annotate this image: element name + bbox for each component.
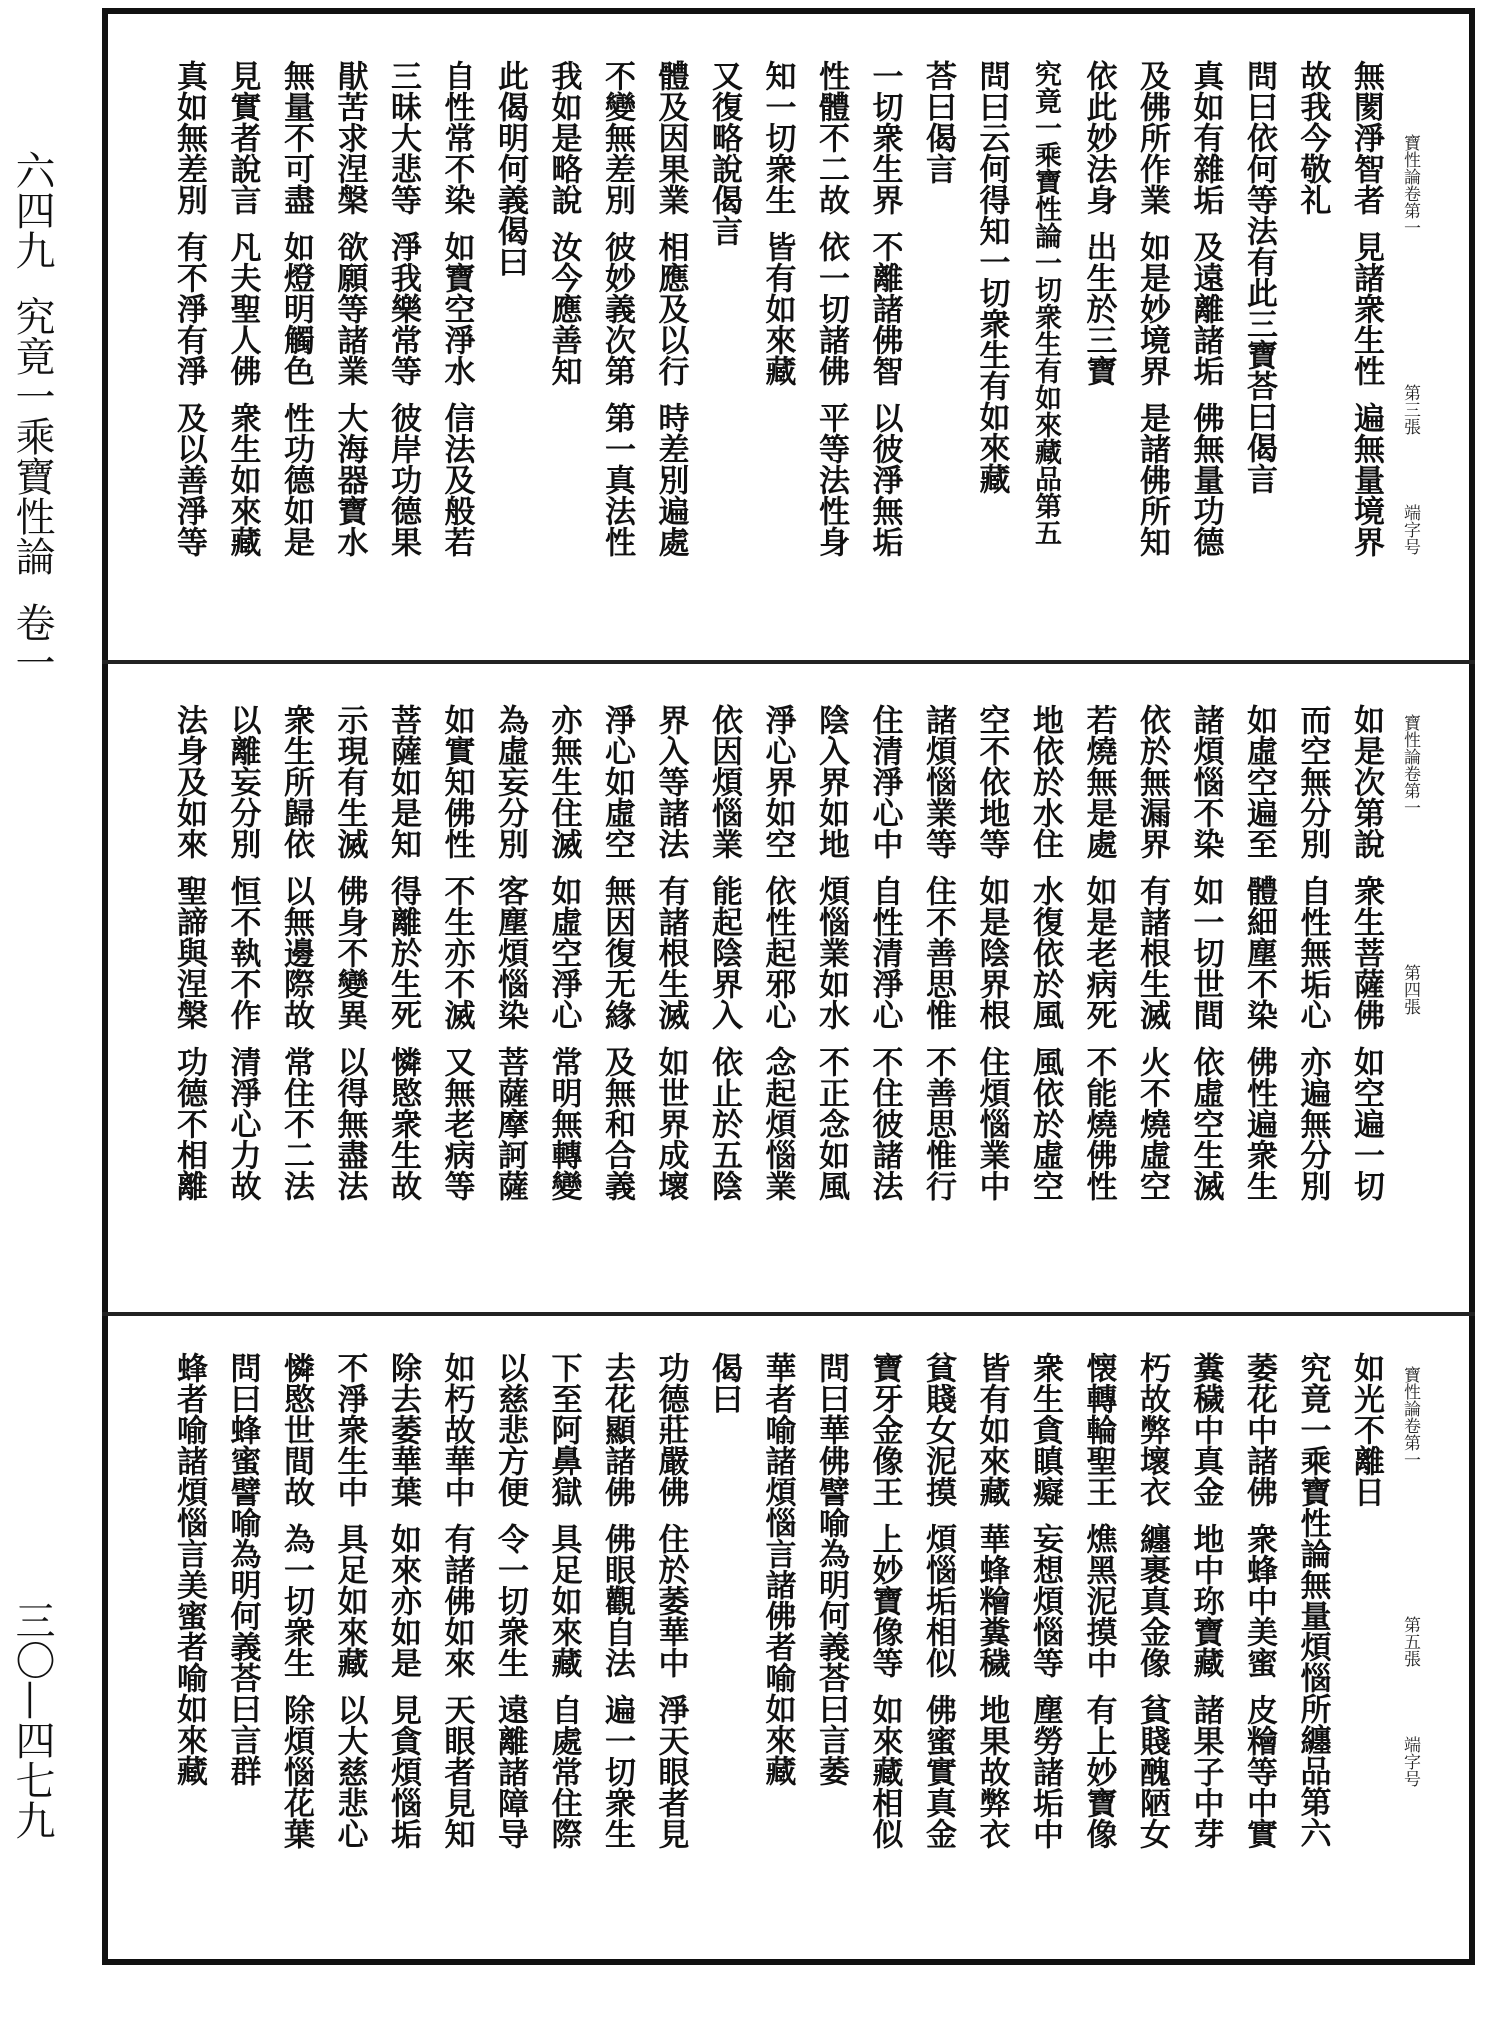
- verse-phrase: 功德不相離: [171, 1046, 207, 1201]
- text-column: [972, 1352, 1012, 1865]
- verse-phrase: 如光不離日: [1348, 1352, 1384, 1507]
- verse-phrase: 遍無量境界: [1348, 402, 1384, 557]
- verse-phrase: 為一切衆生: [278, 1523, 314, 1678]
- text-column: [223, 704, 263, 1217]
- text-column: [276, 60, 316, 573]
- text-column: [918, 1352, 958, 1865]
- verse-phrase: 若燒無是處: [1080, 704, 1117, 859]
- verse-phrase: 菩薩如是知: [385, 704, 421, 859]
- verse-phrase: 如朽故華中: [438, 1352, 475, 1507]
- verse-phrase: 如是妙境界: [1134, 231, 1170, 386]
- verse-phrase: 懐轉輪聖王: [1080, 1352, 1117, 1507]
- text-column: [865, 1352, 905, 1865]
- verse-phrase: 有諸根生滅: [1134, 875, 1170, 1030]
- verse-phrase: 大海器寶水: [331, 402, 368, 557]
- verse-phrase: 陰入界如地: [813, 704, 849, 859]
- text-column: [544, 704, 584, 1217]
- verse-phrase: 淨心如虛空: [599, 704, 635, 859]
- verse-phrase: 佛身不變異: [331, 875, 368, 1030]
- volume-number: 六四九: [9, 150, 55, 270]
- verse-phrase: 體細塵不染: [1241, 875, 1277, 1030]
- verse-phrase: 萎花中諸佛: [1241, 1352, 1277, 1507]
- verse-phrase: 如空遍一切: [1348, 1046, 1384, 1201]
- text-column: [972, 704, 1012, 1217]
- verse-phrase: 究竟一乘寶性論一切衆生有如來藏品第五: [1030, 60, 1061, 546]
- verse-phrase: 猒苦求涅槃: [331, 60, 368, 215]
- text-column: [276, 1352, 316, 1865]
- verse-phrase: 風依於虛空: [1027, 1046, 1063, 1201]
- verse-phrase: 能起陰界入: [706, 875, 742, 1030]
- verse-phrase: 為虛妄分別: [492, 704, 528, 859]
- verse-phrase: 三昧大悲等: [385, 60, 421, 215]
- verse-phrase: 亦無生住滅: [545, 704, 582, 859]
- verse-phrase: 又復略說偈言: [706, 60, 742, 246]
- text-column: [223, 60, 263, 573]
- verse-phrase: 佛無量功德: [1187, 402, 1224, 557]
- verse-phrase: 不變無差別: [599, 60, 635, 215]
- verse-phrase: 如來亦如是: [385, 1523, 421, 1678]
- verse-phrase: 自性清淨心: [866, 875, 903, 1030]
- text-column: [1239, 1352, 1279, 1865]
- verse-phrase: 住清淨心中: [866, 704, 903, 859]
- verse-phrase: 偈曰: [706, 1352, 742, 1414]
- verse-phrase: 朽故弊壞衣: [1134, 1352, 1170, 1507]
- verse-phrase: 問曰蜂蜜譬喻為明何義荅曰言群: [224, 1352, 261, 1786]
- verse-phrase: 憐愍世間故: [278, 1352, 314, 1507]
- verse-phrase: 不生亦不滅: [438, 875, 475, 1030]
- text-column: [1239, 60, 1279, 510]
- verse-phrase: 恒不執不作: [224, 875, 261, 1030]
- verse-phrase: 上妙寶像等: [866, 1523, 903, 1678]
- verse-phrase: 而空無分別: [1294, 704, 1331, 859]
- text-column: [1079, 60, 1119, 402]
- verse-phrase: 真如有雜垢: [1187, 60, 1224, 215]
- text-column: [704, 704, 744, 1217]
- verse-phrase: 知一切衆生: [759, 60, 796, 215]
- verse-phrase: 如虛空遍至: [1241, 704, 1277, 859]
- text-column: [1132, 704, 1172, 1217]
- verse-phrase: 衆生貪瞋癡: [1027, 1352, 1063, 1507]
- verse-phrase: 水復依於風: [1027, 875, 1063, 1030]
- text-column: [1132, 1352, 1172, 1865]
- verse-phrase: 依性起邪心: [759, 875, 796, 1030]
- verse-phrase: 住於萎華中: [652, 1523, 689, 1678]
- verse-phrase: 我如是略說: [545, 60, 582, 215]
- text-column: [1186, 60, 1226, 573]
- text-column: [1293, 1352, 1333, 1864]
- text-column: [437, 60, 477, 573]
- verse-phrase: 以得無盡法: [331, 1046, 368, 1201]
- verse-phrase: 妄想煩惱等: [1027, 1523, 1063, 1678]
- verse-phrase: 以無邊際故: [278, 875, 314, 1030]
- verse-phrase: 彼妙義次第: [599, 231, 635, 386]
- verse-phrase: 信法及般若: [438, 402, 475, 557]
- verse-phrase: 此偈明何義偈曰: [492, 60, 528, 277]
- text-column: [972, 60, 1012, 510]
- verse-phrase: 衆生如來藏: [224, 402, 261, 557]
- text-column: [169, 704, 209, 1217]
- text-column: [1132, 60, 1172, 573]
- text-column: [1293, 60, 1333, 231]
- margin-note: 第五張: [1400, 1616, 1420, 1667]
- verse-phrase: 常明無轉變: [545, 1046, 582, 1201]
- text-panel: [108, 14, 1469, 654]
- verse-phrase: 佛性遍衆生: [1241, 1046, 1277, 1201]
- verse-phrase: 如來藏相似: [866, 1694, 903, 1849]
- verse-phrase: 不正念如風: [813, 1046, 849, 1201]
- text-column: [758, 60, 798, 402]
- verse-phrase: 以彼淨無垢: [866, 402, 903, 557]
- verse-phrase: 無因復无緣: [599, 875, 635, 1030]
- verse-phrase: 一切衆生界: [866, 60, 903, 215]
- text-column: [1079, 704, 1119, 1217]
- verse-phrase: 得離於生死: [385, 875, 421, 1030]
- verse-phrase: 糞穢中真金: [1187, 1352, 1224, 1507]
- verse-phrase: 彼岸功德果: [385, 402, 421, 557]
- text-column: [865, 60, 905, 573]
- verse-phrase: 及佛所作業: [1134, 60, 1170, 215]
- verse-phrase: 有不淨有淨: [171, 231, 207, 386]
- verse-phrase: 又無老病等: [438, 1046, 475, 1201]
- text-column: [330, 704, 370, 1217]
- verse-phrase: 諸煩惱業等: [920, 704, 956, 859]
- verse-phrase: 問曰華佛譬喻為明何義荅曰言萎: [813, 1352, 849, 1786]
- text-column: [490, 60, 530, 293]
- verse-phrase: 故我今敬礼: [1294, 60, 1331, 215]
- verse-phrase: 菩薩摩訶薩: [492, 1046, 528, 1201]
- verse-phrase: 依此妙法身: [1080, 60, 1117, 215]
- verse-phrase: 除煩惱花葉: [278, 1694, 314, 1849]
- verse-phrase: 真如無差別: [171, 60, 207, 215]
- verse-phrase: 見實者說言: [224, 60, 261, 215]
- verse-phrase: 有諸根生滅: [652, 875, 689, 1030]
- text-column: [1025, 704, 1065, 1217]
- verse-phrase: 地果故弊衣: [973, 1694, 1010, 1849]
- sutra-title: 究竟一乘寶性論: [9, 296, 55, 576]
- verse-phrase: 淨我樂常等: [385, 231, 421, 386]
- text-column: [918, 704, 958, 1217]
- verse-phrase: 空不依地等: [973, 704, 1010, 859]
- margin-note: 端字号: [1400, 504, 1420, 555]
- verse-phrase: 火不燒虛空: [1134, 1046, 1170, 1201]
- left-margin-title: [10, 150, 54, 708]
- text-column: [169, 60, 209, 573]
- verse-phrase: 地中珎寶藏: [1187, 1523, 1224, 1678]
- margin-note: 寶性論卷第一: [1400, 1366, 1420, 1468]
- verse-phrase: 華者喻諸煩惱言諸佛者喻如來藏: [759, 1352, 796, 1786]
- verse-phrase: 依止於五陰: [706, 1046, 742, 1201]
- verse-phrase: 如一切世間: [1187, 875, 1224, 1030]
- verse-phrase: 及遠離諸垢: [1187, 231, 1224, 386]
- verse-phrase: 如燈明觸色: [278, 231, 314, 386]
- text-column: [704, 60, 744, 262]
- verse-phrase: 常住不二法: [278, 1046, 314, 1201]
- verse-phrase: 具足如來藏: [545, 1523, 582, 1678]
- margin-note: 第四張: [1400, 964, 1420, 1015]
- verse-phrase: 如是陰界根: [973, 875, 1010, 1030]
- verse-phrase: 體及因果業: [652, 60, 689, 215]
- verse-phrase: 皆有如來藏: [759, 231, 796, 386]
- text-column: [1025, 60, 1065, 562]
- verse-phrase: 淨心界如空: [759, 704, 796, 859]
- text-column: [1079, 1352, 1119, 1865]
- text-column: [1239, 704, 1279, 1217]
- verse-phrase: 亦遍無分別: [1294, 1046, 1331, 1201]
- verse-phrase: 不離諸佛智: [866, 231, 903, 386]
- verse-phrase: 天眼者見知: [438, 1694, 475, 1849]
- verse-phrase: 寶牙金像王: [866, 1352, 903, 1507]
- verse-phrase: 不善思惟行: [920, 1046, 956, 1201]
- verse-phrase: 貧賤女泥摸: [920, 1352, 956, 1507]
- verse-phrase: 煩惱垢相似: [920, 1523, 956, 1678]
- verse-phrase: 示現有生滅: [331, 704, 368, 859]
- verse-phrase: 界入等諸法: [652, 704, 689, 859]
- text-column: [544, 1352, 584, 1865]
- verse-phrase: 貧賤醜陋女: [1134, 1694, 1170, 1849]
- text-panel: [108, 1316, 1469, 1956]
- verse-phrase: 以慈悲方便: [492, 1352, 528, 1507]
- margin-note: 第三張: [1400, 384, 1420, 435]
- verse-phrase: 及以善淨等: [171, 402, 207, 557]
- verse-phrase: 相應及以行: [652, 231, 689, 386]
- verse-phrase: 究竟一乘寶性論無量煩惱所纏品第六: [1294, 1352, 1331, 1848]
- text-column: [437, 1352, 477, 1865]
- verse-phrase: 依一切諸佛: [813, 231, 849, 386]
- text-column: [597, 704, 637, 1217]
- verse-phrase: 下至阿鼻獄: [545, 1352, 582, 1507]
- verse-phrase: 第一真法性: [599, 402, 635, 557]
- text-panel: [108, 664, 1469, 1304]
- verse-phrase: 蜂者喻諸煩惱言美蜜者喻如來藏: [171, 1352, 207, 1786]
- verse-phrase: 燋黑泥摸中: [1080, 1523, 1117, 1678]
- verse-phrase: 諸果子中芽: [1187, 1694, 1224, 1849]
- verse-phrase: 功德莊嚴佛: [652, 1352, 689, 1507]
- verse-phrase: 如是老病死: [1080, 875, 1117, 1030]
- margin-note: 端字号: [1400, 1736, 1420, 1787]
- verse-phrase: 衆生所歸依: [278, 704, 314, 859]
- verse-phrase: 客塵煩惱染: [492, 875, 528, 1030]
- text-column: [383, 60, 423, 573]
- verse-phrase: 有諸佛如來: [438, 1523, 475, 1678]
- text-column: [811, 60, 851, 573]
- verse-phrase: 荅曰偈言: [920, 60, 956, 184]
- text-column: [330, 60, 370, 573]
- verse-phrase: 無量不可盡: [278, 60, 314, 215]
- verse-phrase: 平等法性身: [813, 402, 849, 557]
- verse-phrase: 念起煩惱業: [759, 1046, 796, 1201]
- verse-phrase: 自性常不染: [438, 60, 475, 215]
- text-column: [330, 1352, 370, 1865]
- text-column: [383, 704, 423, 1217]
- verse-phrase: 煩惱業如水: [813, 875, 849, 1030]
- verse-phrase: 以大慈悲心: [331, 1694, 368, 1849]
- verse-phrase: 汝今應善知: [545, 231, 582, 386]
- verse-phrase: 衆蜂中美蜜: [1241, 1523, 1277, 1678]
- verse-phrase: 凡夫聖人佛: [224, 231, 261, 386]
- text-column: [758, 704, 798, 1217]
- verse-phrase: 出生於三寶: [1080, 231, 1117, 386]
- text-column: [1186, 704, 1226, 1217]
- fascicle-label: 卷一: [9, 602, 55, 682]
- verse-phrase: 欲願等諸業: [331, 231, 368, 386]
- verse-phrase: 具足如來藏: [331, 1523, 368, 1678]
- verse-phrase: 如是次第說: [1348, 704, 1384, 859]
- text-column: [704, 1352, 744, 1430]
- verse-phrase: 如世界成壞: [652, 1046, 689, 1201]
- text-column: [490, 704, 530, 1217]
- verse-phrase: 問曰依何等法有此三寶荅曰偈言: [1241, 60, 1277, 494]
- verse-phrase: 如虛空淨心: [545, 875, 582, 1030]
- verse-phrase: 見貪煩惱垢: [385, 1694, 421, 1849]
- verse-phrase: 無閡淨智者: [1348, 60, 1384, 215]
- verse-phrase: 衆生菩薩佛: [1348, 875, 1384, 1030]
- verse-phrase: 淨天眼者見: [652, 1694, 689, 1849]
- verse-phrase: 地依於水住: [1027, 704, 1063, 859]
- verse-phrase: 依因煩惱業: [706, 704, 742, 859]
- verse-phrase: 憐愍衆生故: [385, 1046, 421, 1201]
- verse-phrase: 去花顯諸佛: [599, 1352, 635, 1507]
- text-column: [223, 1352, 263, 1802]
- verse-phrase: 佛眼觀自法: [599, 1523, 635, 1678]
- verse-phrase: 塵勞諸垢中: [1027, 1694, 1063, 1849]
- text-column: [1186, 1352, 1226, 1865]
- margin-note: 寶性論卷第一: [1400, 134, 1420, 236]
- text-column: [811, 704, 851, 1217]
- verse-phrase: 不能燒佛性: [1080, 1046, 1117, 1201]
- text-column: [811, 1352, 851, 1802]
- text-column: [1346, 60, 1386, 573]
- verse-phrase: 性體不二故: [813, 60, 849, 215]
- text-column: [651, 1352, 691, 1865]
- verse-phrase: 清淨心力故: [224, 1046, 261, 1201]
- verse-phrase: 華蜂糩糞穢: [973, 1523, 1010, 1678]
- text-column: [651, 60, 691, 573]
- verse-phrase: 皮糩等中實: [1241, 1694, 1277, 1849]
- text-column: [490, 1352, 530, 1865]
- text-column: [1346, 704, 1386, 1217]
- text-column: [918, 60, 958, 200]
- text-column: [758, 1352, 798, 1802]
- text-column: [437, 704, 477, 1217]
- verse-phrase: 及無和合義: [599, 1046, 635, 1201]
- verse-phrase: 纏裹真金像: [1134, 1523, 1170, 1678]
- verse-phrase: 不淨衆生中: [331, 1352, 368, 1507]
- verse-phrase: 依虛空生滅: [1187, 1046, 1224, 1201]
- text-column: [597, 1352, 637, 1865]
- verse-phrase: 住不善思惟: [920, 875, 956, 1030]
- verse-phrase: 問曰云何得知一切衆生有如來藏: [973, 60, 1010, 494]
- text-column: [865, 704, 905, 1217]
- verse-phrase: 住煩惱業中: [973, 1046, 1010, 1201]
- verse-phrase: 法身及如來: [171, 704, 207, 859]
- text-column: [1293, 704, 1333, 1217]
- verse-phrase: 遠離諸障导: [492, 1694, 528, 1849]
- page-number: 三〇—四七九: [9, 1600, 55, 1840]
- verse-phrase: 以離妄分別: [224, 704, 261, 859]
- verse-phrase: 有上妙寶像: [1080, 1694, 1117, 1849]
- verse-phrase: 是諸佛所知: [1134, 402, 1170, 557]
- verse-phrase: 諸煩惱不染: [1187, 704, 1224, 859]
- verse-phrase: 聖諦與涅槃: [171, 875, 207, 1030]
- verse-phrase: 自性無垢心: [1294, 875, 1331, 1030]
- text-column: [276, 704, 316, 1217]
- text-column: [1025, 1352, 1065, 1865]
- text-column: [544, 60, 584, 402]
- verse-phrase: 除去萎華葉: [385, 1352, 421, 1507]
- verse-phrase: 性功德如是: [278, 402, 314, 557]
- verse-phrase: 皆有如來藏: [973, 1352, 1010, 1507]
- text-column: [1346, 1352, 1386, 1523]
- text-column: [597, 60, 637, 573]
- verse-phrase: 遍一切衆生: [599, 1694, 635, 1849]
- verse-phrase: 如寶空淨水: [438, 231, 475, 386]
- verse-phrase: 依於無漏界: [1134, 704, 1170, 859]
- margin-note: 寶性論卷第一: [1400, 714, 1420, 816]
- verse-phrase: 佛蜜實真金: [920, 1694, 956, 1849]
- text-column: [651, 704, 691, 1217]
- text-column: [169, 1352, 209, 1802]
- text-column: [383, 1352, 423, 1865]
- verse-phrase: 令一切衆生: [492, 1523, 528, 1678]
- verse-phrase: 見諸衆生性: [1348, 231, 1384, 386]
- verse-phrase: 不住彼諸法: [866, 1046, 903, 1201]
- verse-phrase: 如實知佛性: [438, 704, 475, 859]
- verse-phrase: 自處常住際: [545, 1694, 582, 1849]
- verse-phrase: 時差別遍處: [652, 402, 689, 557]
